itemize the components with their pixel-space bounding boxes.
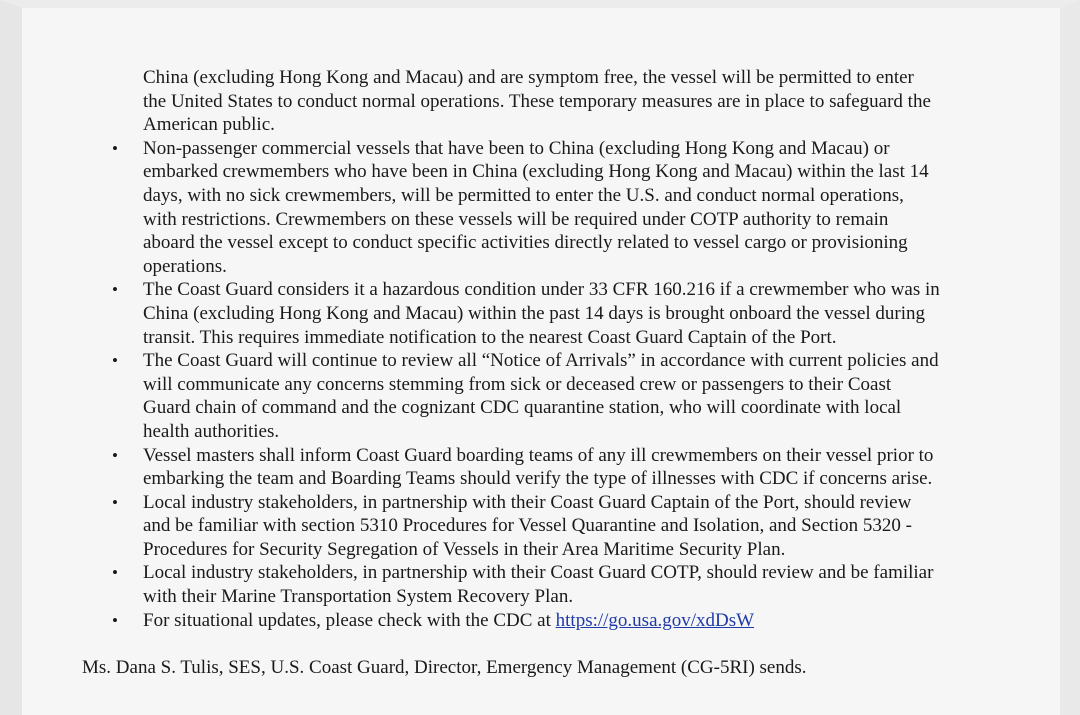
list-item-line: days, with no sick crewmembers, will be permitted to enter the U.S. and conduct normal operations,	[143, 184, 904, 206]
intro-paragraph	[143, 66, 1023, 137]
list-item-line: Guard chain of command and the cognizant CDC quarantine station, who will coordinate with local	[143, 397, 902, 419]
list-item-line: transit. This requires immediate notification to the nearest Coast Guard Captain of the Port.	[143, 326, 837, 348]
cdc-updates-text: For situational updates, please check with the CDC at	[143, 609, 556, 631]
bullet-icon: •	[112, 610, 118, 630]
list-item-line: Vessel masters shall inform Coast Guard boarding teams of any ill crewmembers on their vessel prior to	[143, 444, 934, 466]
list-item-line: embarked crewmembers who have been in China (excluding Hong Kong and Macau) within the last 14	[143, 161, 929, 183]
list-item	[112, 444, 1023, 491]
list-item	[112, 137, 1023, 279]
list-item-line: Non-passenger commercial vessels that have been to China (excluding Hong Kong and Macau) or	[143, 137, 890, 159]
list-item	[112, 609, 1023, 633]
list-item-line: aboard the vessel except to conduct specific activities directly related to vessel cargo or provisioning	[143, 232, 908, 254]
intro-line: China (excluding Hong Kong and Macau) and are symptom free, the vessel will be permitted to enter	[143, 67, 914, 88]
list-item-line: The Coast Guard considers it a hazardous condition under 33 CFR 160.216 if a crewmember who was in	[143, 279, 940, 301]
list-item-line: with their Marine Transportation System Recovery Plan.	[143, 586, 574, 608]
bullet-icon: •	[112, 138, 118, 158]
intro-line: American public.	[143, 114, 275, 136]
list-item-line: The Coast Guard will continue to review all “Notice of Arrivals” in accordance with current policies and	[143, 350, 939, 372]
list-item-line: operations.	[143, 255, 227, 277]
list-item	[112, 561, 1023, 608]
bullet-icon: •	[112, 280, 118, 300]
bullet-icon: •	[112, 351, 118, 371]
list-item	[112, 349, 1023, 443]
list-item-line: Local industry stakeholders, in partnership with their Coast Guard COTP, should review and be familiar	[143, 562, 934, 584]
list-item-line: Procedures for Security Segregation of Vessels in their Area Maritime Security Plan.	[143, 538, 786, 560]
list-item-line: and be familiar with section 5310 Procedures for Vessel Quarantine and Isolation, and Section 5320 -	[143, 515, 912, 537]
list-item-line: Local industry stakeholders, in partnership with their Coast Guard Captain of the Port, should review	[143, 491, 912, 513]
bullet-list	[0, 137, 1080, 632]
list-item-line	[143, 609, 1023, 633]
bullet-icon: •	[112, 492, 118, 512]
signature-line: Ms. Dana S. Tulis, SES, U.S. Coast Guard, Director, Emergency Management (CG-5RI) sends.	[82, 657, 807, 679]
list-item	[112, 491, 1023, 562]
list-item-line: with restrictions. Crewmembers on these vessels will be required under COTP authority to remain	[143, 208, 889, 230]
bullet-icon: •	[112, 445, 118, 465]
list-item-line: China (excluding Hong Kong and Macau) within the past 14 days is brought onboard the vessel during	[143, 302, 926, 324]
intro-line: the United States to conduct normal operations. These temporary measures are in place to safeguard the	[143, 90, 931, 112]
list-item	[112, 278, 1023, 349]
list-item-line: embarking the team and Boarding Teams should verify the type of illnesses with CDC if concerns arise.	[143, 468, 933, 490]
document-body	[0, 66, 1080, 680]
list-item-line: health authorities.	[143, 420, 280, 442]
list-item-line: will communicate any concerns stemming from sick or deceased crew or passengers to their Coast	[143, 373, 892, 395]
bullet-icon: •	[112, 563, 118, 583]
cdc-updates-link[interactable]: https://go.usa.gov/xdDsW	[555, 609, 755, 631]
